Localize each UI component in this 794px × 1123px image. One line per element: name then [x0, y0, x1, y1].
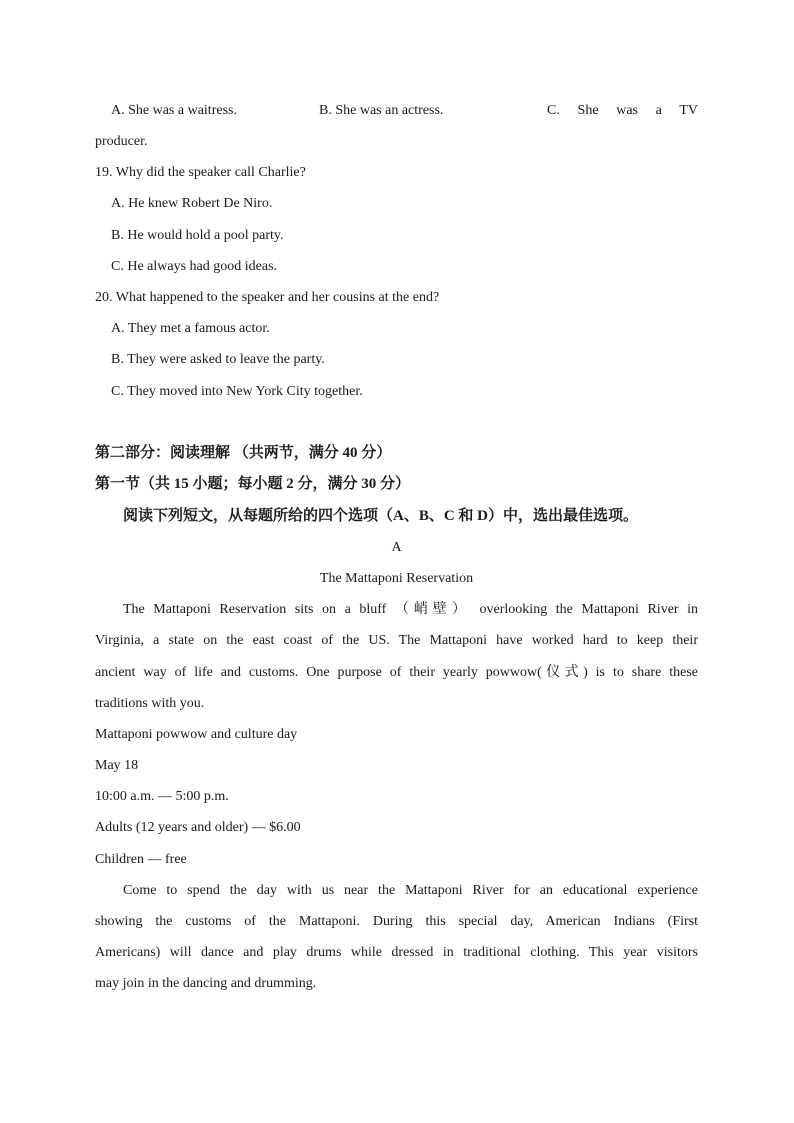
passage-title: The Mattaponi Reservation: [319, 571, 474, 586]
paragraph-1-line-2: Virginia, a state on the east coast of the US. The Mattaponi have worked hard to keep their: [95, 633, 698, 648]
q18-option-c: C. She was a TV: [547, 103, 698, 118]
q19-option-c: C. He always had good ideas.: [111, 259, 278, 274]
q18-option-a: A. She was a waitress.: [111, 103, 237, 118]
event-name: Mattaponi powwow and culture day: [95, 727, 298, 742]
paragraph-1-line-1: The Mattaponi Reservation sits on a bluff （峭壁） overlooking the Mattaponi River in: [123, 602, 698, 617]
q18-options-row: [111, 102, 698, 120]
paragraph-1-line-3: ancient way of life and customs. One purpose of their yearly powwow(仪式) is to share these: [95, 665, 698, 680]
q18-option-c-continued: producer.: [95, 134, 148, 149]
q20-option-a: A. They met a famous actor.: [111, 321, 270, 336]
price-children: Children — free: [95, 852, 187, 867]
q20-stem: 20. What happened to the speaker and her cousins at the end?: [95, 290, 440, 305]
event-time: 10:00 a.m. — 5:00 p.m.: [95, 789, 229, 804]
reading-instruction: 阅读下列短文，从每题所给的四个选项（A、B、C 和 D）中，选出最佳选项。: [123, 508, 639, 524]
paragraph-2-line-1: Come to spend the day with us near the Mattaponi River for an educational experience: [123, 883, 698, 898]
price-adults: Adults (12 years and older) — $6.00: [95, 820, 301, 835]
paragraph-2-line-4: may join in the dancing and drumming.: [95, 976, 317, 991]
paragraph-1-line-4: traditions with you.: [95, 696, 205, 711]
event-date: May 18: [95, 758, 139, 773]
q20-option-b: B. They were asked to leave the party.: [111, 352, 325, 367]
q19-option-b: B. He would hold a pool party.: [111, 228, 284, 243]
q19-option-a: A. He knew Robert De Niro.: [111, 196, 273, 211]
passage-letter: A: [391, 540, 402, 555]
q20-option-c: C. They moved into New York City together.: [111, 384, 363, 399]
section-one-title: 第一节（共 15 小题；每小题 2 分，满分 30 分）: [95, 476, 411, 492]
part-two-title: 第二部分：阅读理解 （共两节，满分 40 分）: [95, 445, 392, 461]
paragraph-2-line-3: Americans) will dance and play drums while dressed in traditional clothing. This year visitors: [95, 945, 698, 960]
paragraph-2-line-2: showing the customs of the Mattaponi. During this special day, American Indians (First: [95, 914, 698, 929]
q19-stem: 19. Why did the speaker call Charlie?: [95, 165, 306, 180]
q18-option-b: B. She was an actress.: [319, 103, 444, 118]
